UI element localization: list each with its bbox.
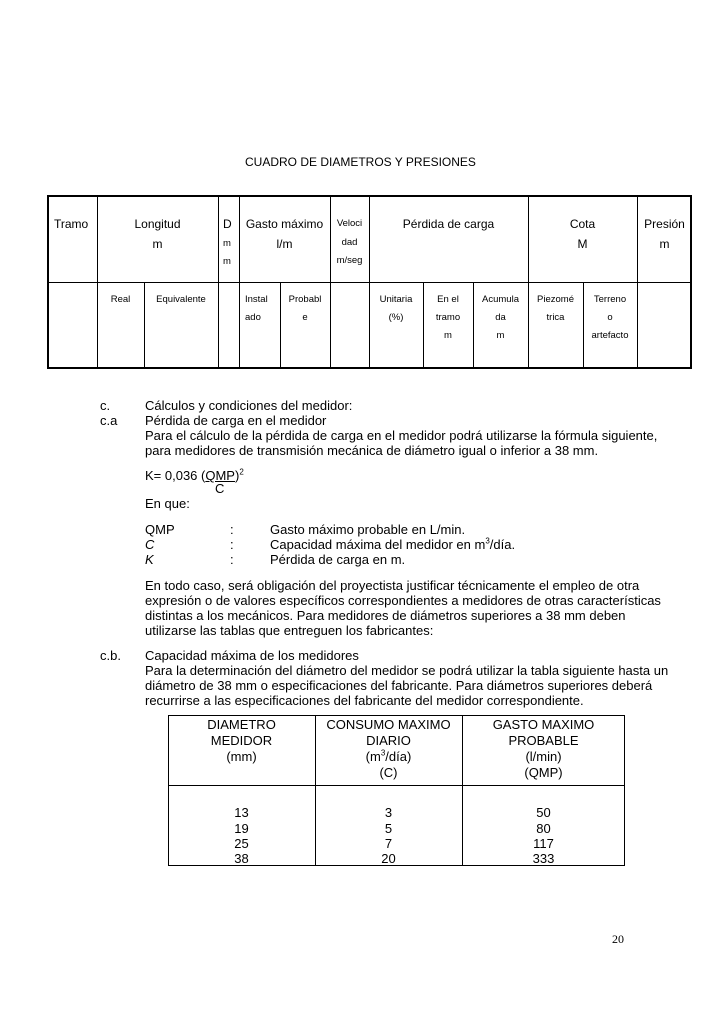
def-sep-c: : [230,537,234,552]
header-gasto-unit: l/m [276,237,293,251]
col-consumo-line-3sup: 3 [380,748,386,758]
section-cb-line-3: recurrirse a las especificaciones del fabricante del medidor correspondiente. [145,693,584,708]
section-cb-line-1: Para la determinación del diámetro del medidor se podrá utilizar la tabla siguiente hasta un [145,663,669,678]
table-row-consumo: 3 [384,805,393,820]
subheader-unitaria: Unitaria [379,294,413,305]
section-ca-label: c.a [100,413,118,428]
subheader-terreno-3: artefacto [591,330,629,341]
table-row-gasto: 117 [533,836,554,851]
table-row-consumo: 20 [381,851,396,866]
def-sep-k: : [230,552,234,567]
table-row-diametro: 13 [234,805,249,820]
def-text-c-sup: 3 [485,536,490,546]
col-gasto-line-1: GASTO MAXIMO [492,717,595,732]
paragraph-line-3: distintas a los mecánicos. Para medidores de diámetros superiores a 38 mm deben [145,608,626,623]
header-d: D [223,217,232,231]
formula-denominator: C [215,481,225,496]
section-ca-line-1: Para el cálculo de la pérdida de carga en el medidor podrá utilizarse la fórmula siguiente, [145,428,658,443]
def-text-c-a: Capacidad máxima del medidor en m [270,537,486,552]
formula-suffix: ) [234,468,240,483]
en-que: En que: [145,496,190,511]
paragraph-line-1: En todo caso, será obligación del proyectista justificar técnicamente el empleo de otra [145,578,640,593]
formula-exponent: 2 [239,467,244,477]
formula [145,468,244,484]
subheader-instalado-2: ado [245,312,261,323]
header-tramo: Tramo [54,217,89,231]
subheader-real: Real [110,294,131,305]
header-presion-unit: m [659,237,670,251]
header-velocidad-1: Veloci [336,218,363,229]
formula-prefix: K= 0,036 ( [145,468,206,483]
section-cb-line-2: diámetro de 38 mm o especificaciones del fabricante. Para diámetros superiores deberá [145,678,653,693]
subheader-equivalente: Equivalente [156,294,206,305]
subheader-probable-2: e [302,312,308,323]
table-row-diametro: 38 [234,851,249,866]
def-text-c-b: /día. [489,537,516,552]
def-text-c [270,537,515,553]
col-diametro-line-3: (mm) [226,749,257,764]
table-row-gasto: 50 [536,805,551,820]
meter-table [168,715,625,866]
table-row-diametro: 19 [234,821,249,836]
header-perdida: Pérdida de carga [402,217,495,231]
formula-qmp: QMP [205,468,235,483]
col-gasto-line-3: (l/min) [525,749,562,764]
header-cota-unit: M [577,237,588,251]
col-consumo-line-2: DIARIO [366,733,411,748]
table-row-diametro: 25 [234,836,249,851]
subheader-acumulada-1: Acumula [482,294,519,305]
col-consumo-line-4: (C) [379,765,398,780]
header-cota: Cota [569,217,596,231]
section-ca-title: Pérdida de carga en el medidor [145,413,327,428]
subheader-en-el-3: m [444,330,452,341]
col-diametro-line-2: MEDIDOR [210,733,273,748]
subheader-en-el-1: En el [437,294,459,305]
header-d-unit-1: m [223,238,231,249]
section-ca-line-2: para medidores de transmisión mecánica de diámetro igual o inferior a 38 mm. [145,443,599,458]
col-diametro-line-1: DIAMETRO [207,717,276,732]
def-symbol-c: C [145,537,155,552]
header-gasto: Gasto máximo [245,217,324,231]
subheader-acumulada-2: da [495,312,506,323]
subheader-piezometrica-2: trica [546,312,565,323]
subheader-acumulada-3: m [496,330,505,341]
header-d-unit-2: m [223,256,231,267]
subheader-terreno-2: o [607,312,613,323]
def-sep-qmp: : [230,522,234,537]
table-row-consumo: 7 [384,836,393,851]
page-number: 20 [612,932,624,946]
table-title: CUADRO DE DIAMETROS Y PRESIONES [245,155,476,169]
col-gasto-line-2: PROBABLE [508,733,579,748]
header-presion: Presión [644,217,685,231]
subheader-en-el-2: tramo [435,312,461,323]
subheader-probable-1: Probabl [288,294,322,305]
def-text-k: Pérdida de carga en m. [270,552,406,567]
section-c-title: Cálculos y condiciones del medidor: [145,398,353,413]
table-row-consumo: 5 [384,821,393,836]
col-consumo-line-3 [315,749,462,765]
header-longitud: Longitud [134,217,181,231]
col-consumo-line-1: CONSUMO MAXIMO [326,717,451,732]
header-longitud-unit: m [152,237,163,251]
section-c-label: c. [100,398,111,413]
section-cb-title: Capacidad máxima de los medidores [145,648,359,663]
header-velocidad-2: dad [341,237,358,248]
table-row-gasto: 80 [536,821,551,836]
paragraph-line-2: expresión o de valores específicos correspondientes a medidores de otras características [145,593,661,608]
def-symbol-qmp: QMP [145,522,175,537]
def-text-qmp: Gasto máximo probable en L/min. [270,522,466,537]
col-gasto-line-4: (QMP) [524,765,563,780]
subheader-terreno-1: Terreno [593,294,627,305]
def-symbol-k: K [145,552,154,567]
col-consumo-line-3b: /día) [385,749,412,764]
paragraph-line-4: utilizarse las tablas que entreguen los fabricantes: [145,623,434,638]
subheader-piezometrica-1: Piezomé [537,294,574,305]
table-row-gasto: 333 [532,851,555,866]
subheader-instalado-1: Instal [245,294,268,305]
header-velocidad-unit: m/seg [336,255,363,266]
col-consumo-line-3a: (m [365,749,381,764]
subheader-unitaria-unit: (%) [388,312,404,323]
section-cb-label: c.b. [100,648,121,663]
